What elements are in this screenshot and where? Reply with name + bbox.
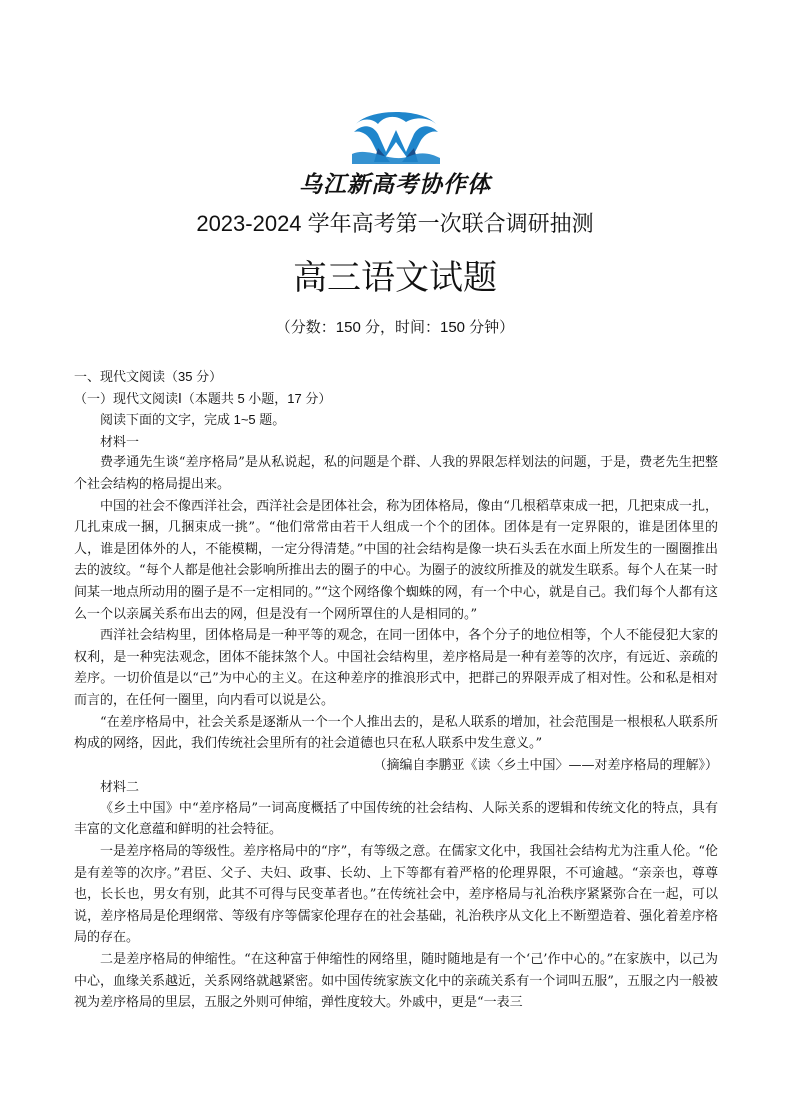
organization-logo	[350, 104, 442, 164]
exam-title: 2023-2024 学年高考第一次联合调研抽测	[196, 211, 594, 236]
material-1-paragraph: 西洋社会结构里，团体格局是一种平等的观念，在同一团体中，各个分子的地位相等，个人不能侵犯大家的权利，是一种宪法观念，团体不能抹煞个人。中国社会结构里，差序格局是一种有差等的次序，有远近、亲疏的差序。一切价值是以“己”为中心的主义。在这种差序的推浪形式中，把群己的界限弄成了相对性。公和私是相对而言的，在任何一圈里，向内看可以说是公。	[74, 628, 718, 708]
material-1-paragraph: 费孝通先生谈“差序格局”是从私说起，私的问题是个群、人我的界限怎样划法的问题，于是，费老先生把整个社会结构的格局提出来。	[74, 455, 718, 492]
section-subtitle: （一）现代文阅读Ⅰ（本题共 5 小题，17 分）	[74, 390, 332, 406]
page-title: 高三语文试题	[293, 259, 497, 297]
organization-name: 乌江新高考协作体	[299, 172, 491, 198]
material-1-paragraph: “在差序格局中，社会关系是逐渐从一个一个人推出去的，是私人联系的增加，社会范围是一根根私人联系所构成的网络，因此，我们传统社会里所有的社会道德也只在私人联系中发生意义。”	[74, 714, 718, 752]
material-1-source: （摘编自李鹏亚《读〈乡土中国〉——对差序格局的理解》）	[373, 757, 718, 773]
material-2-label: 材料二	[100, 779, 140, 795]
material-2-paragraph: 《乡土中国》中“差序格局”一词高度概括了中国传统的社会结构、人际关系的逻辑和传统文化的特点，具有丰富的文化意蕴和鲜明的社会特征。	[74, 800, 718, 838]
material-2-paragraph: 二是差序格局的伸缩性。“在这种富于伸缩性的网络里，随时随地是有一个‘己’作中心的。”在家族中，以己为中心，血缘关系越近，关系网络就越紧密。如中国传统家族文化中的亲疏关系有一个词叫五服”，五服之内一般被视为差序格局的里层，五服之外则可伸缩，弹性度较大。外戚中，更是“一表三	[74, 952, 718, 1011]
logo-wave-icon	[352, 112, 440, 164]
material-1-paragraph: 中国的社会不像西洋社会，西洋社会是团体社会，称为团体格局，像由“几根稻草束成一把，几把束成一扎，几扎束成一捆，几捆束成一挑”。“他们常常由若干人组成一个个的团体。团体是有一定界限的，谁是团体里的人，谁是团体外的人，不能模糊，一定分得清楚。”中国的社会结构是像一块石头丢在水面上所发生的一圈圈推出去的波纹。“每个人都是他社会影响所推出去的圈子的中心。为圈子的波纹所推及的就发生联系。每个人在某一时间某一地点所动用的圈子是不一定相同的。”“这个网络像个蜘蛛的网，有一个中心，就是自己。我们每个人都有这么一个以亲属关系布出去的网，但是没有一个网所罩住的人是相同的。”	[74, 498, 718, 622]
material-2-paragraph: 一是差序格局的等级性。差序格局中的“序”，有等级之意。在儒家文化中，我国社会结构尤为注重人伦。“伦是有差等的次序。”君臣、父子、夫妇、政事、长幼、上下等都有着严格的伦理界限，不可逾越。“亲亲也，尊尊也，长长也，男女有别，此其不可得与民变革者也。”在传统社会中，差序格局与礼治秩序紧紧弥合在一起，可以说，差序格局是伦理纲常、等级有序等儒家伦理存在的社会基础，礼治秩序从文化上不断塑造着、强化着差序格局的存在。	[74, 844, 718, 946]
section-instruction: 阅读下面的文字，完成 1~5 题。	[100, 412, 286, 428]
section-title: 一、现代文阅读（35 分）	[74, 369, 223, 384]
exam-info: （分数：150 分，时间：150 分钟）	[275, 319, 515, 336]
reading-section	[74, 366, 718, 1014]
material-1-label: 材料一	[100, 433, 140, 449]
